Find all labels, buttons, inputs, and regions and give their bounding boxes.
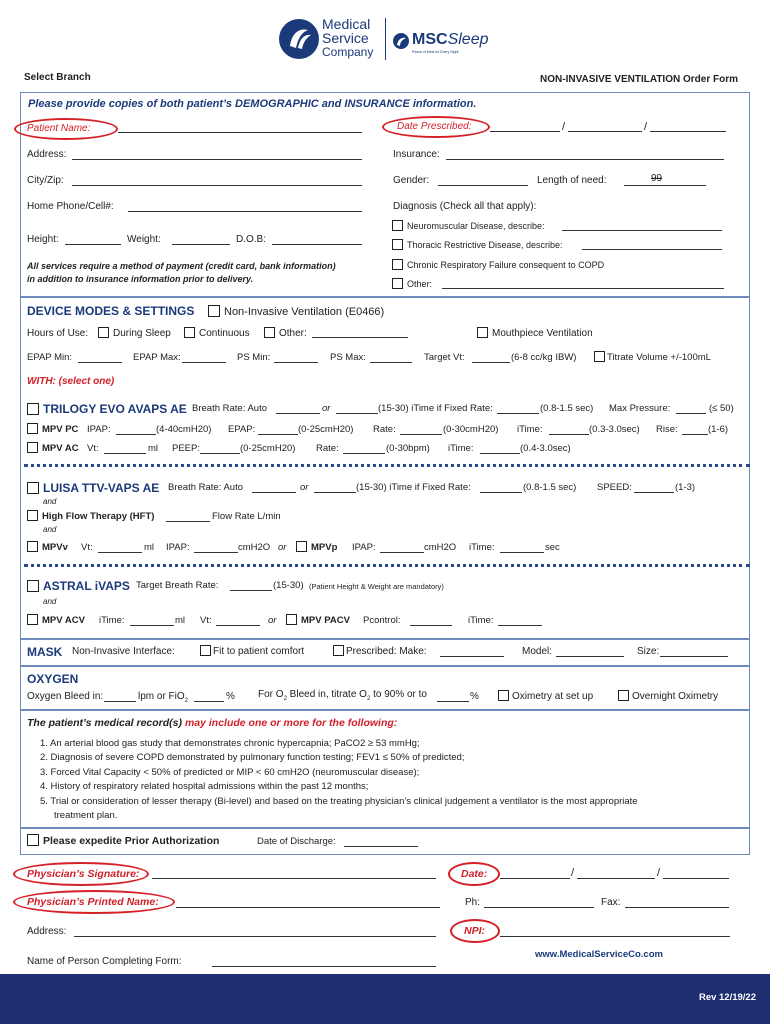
mpv-ac-option: [27, 442, 79, 454]
mpv-pc-ipap-field[interactable]: [116, 425, 156, 435]
sig-date-year[interactable]: [663, 869, 729, 879]
mpv-pc-itime-range: (0.3-3.0sec): [589, 424, 640, 435]
record-item-3: 3. Forced Vital Capacity < 50% of predicted or MIP < 60 cmH2O (neuromuscular disease);: [40, 766, 420, 778]
dx-neuromuscular-field[interactable]: [562, 221, 722, 231]
mpv-acv-option: [27, 614, 85, 626]
epap-max-field[interactable]: [182, 353, 226, 363]
gender-label: Gender:: [393, 175, 430, 186]
mpv-pc-checkbox[interactable]: [27, 423, 38, 434]
mpvv-checkbox[interactable]: [27, 541, 38, 552]
mouthpiece-checkbox[interactable]: [477, 327, 488, 338]
device-title: DEVICE MODES & SETTINGS: [27, 304, 195, 318]
completing-label: Name of Person Completing Form:: [27, 956, 182, 967]
fit-option: [200, 645, 304, 657]
luisa-speed-range: (1-3): [675, 482, 696, 493]
trilogy-or: or: [322, 403, 331, 414]
mpv-pc-rate-field[interactable]: [400, 425, 442, 435]
dob-field[interactable]: [272, 235, 362, 245]
mpvv-vt-field[interactable]: [98, 543, 142, 553]
mpvv-or: or: [278, 542, 287, 553]
record-item-4: 4. History of respiratory related hospital admissions within the past 12 months;: [40, 781, 369, 793]
length-of-need-field[interactable]: [624, 176, 706, 186]
mouthpiece-option: [477, 327, 593, 339]
mask-size-label: Size:: [637, 646, 660, 657]
mpv-acv-vt: Vt:: [200, 615, 212, 626]
oxygen-titrate-a: For O: [258, 689, 284, 700]
hours-other-checkbox[interactable]: [264, 327, 275, 338]
date-prescribed-day[interactable]: [568, 122, 642, 132]
msc-brand: MSC: [412, 31, 448, 48]
titrate-option: [594, 351, 711, 363]
logo-line-1: Medical: [322, 16, 371, 32]
oximetry-setup-option: [498, 690, 593, 702]
gender-field[interactable]: [438, 176, 528, 186]
dx-other-checkbox[interactable]: [392, 278, 403, 289]
dx-other-field[interactable]: [442, 279, 724, 289]
dx-neuromuscular: [392, 220, 545, 231]
prescribed-checkbox[interactable]: [333, 645, 344, 656]
mpv-ac-label: MPV AC: [42, 443, 79, 454]
mpv-ac-checkbox[interactable]: [27, 442, 38, 453]
ps-max-label: PS Max:: [330, 352, 366, 363]
mask-model-field[interactable]: [556, 647, 624, 657]
mpvp-ipap: IPAP:: [352, 542, 376, 553]
astral-option: [27, 579, 130, 593]
signature-label: Physician’s Signature:: [27, 868, 140, 880]
overnight-oximetry-option: [618, 690, 718, 702]
mpvp-sec: sec: [545, 542, 560, 553]
dx-other: [392, 278, 432, 289]
mpv-pacv-option: [286, 614, 350, 626]
dx-thoracic-checkbox[interactable]: [392, 239, 403, 250]
oximetry-setup-label: Oximetry at set up: [512, 691, 594, 702]
continuous-checkbox[interactable]: [184, 327, 195, 338]
sig-date-label: Date:: [461, 868, 488, 880]
mask-interface-label: Non-Invasive Interface:: [72, 646, 175, 657]
cityzip-label: City/Zip:: [27, 175, 64, 186]
oxygen-lpm-label: [138, 691, 188, 704]
address-label: Address:: [27, 149, 67, 160]
oxygen-fio2-field[interactable]: [194, 692, 224, 702]
mpv-pc-option: [27, 423, 78, 435]
expedite-option: [27, 834, 219, 847]
continuous-label: Continuous: [199, 328, 250, 339]
ph-label: Ph:: [465, 897, 481, 908]
expedite-label: Please expedite Prior Authorization: [43, 835, 220, 847]
hft-checkbox[interactable]: [27, 510, 38, 521]
ps-min-label: PS Min:: [237, 352, 271, 363]
payment-note-line-1: All services require a method of payment (credit card, bank information): [27, 261, 336, 271]
trilogy-fixed-rate-field[interactable]: [336, 404, 378, 414]
mpvv-ipap: IPAP:: [166, 542, 190, 553]
trilogy-breath-rate: Breath Rate: Auto: [192, 403, 267, 414]
ph-field[interactable]: [484, 898, 594, 908]
mpv-pc-rise-range: (1-6): [708, 424, 729, 435]
epap-max-label: EPAP Max:: [133, 352, 181, 363]
dx-thoracic-label: Thoracic Restrictive Disease, describe:: [407, 240, 563, 250]
ps-max-field[interactable]: [370, 353, 412, 363]
oxygen-titrate-field[interactable]: [437, 692, 469, 702]
record-item-1: 1. An arterial blood gas study that demonstrates chronic hypercapnia; PaCO2 ≥ 53 mmHg;: [40, 738, 420, 749]
medical-service-logo-icon: [278, 18, 320, 60]
trilogy-max-pressure: Max Pressure:: [609, 403, 671, 414]
luisa-option: [27, 481, 159, 495]
target-vt-field[interactable]: [472, 353, 510, 363]
payment-note-line-2: in addition to insurance information prior to delivery.: [27, 274, 254, 284]
physician-address-label: Address:: [27, 926, 67, 937]
mask-model-label: Model:: [522, 646, 553, 657]
target-vt-label: Target Vt:: [424, 352, 465, 363]
insurance-field[interactable]: [446, 150, 724, 160]
dx-other-label: Other:: [407, 279, 433, 289]
during-sleep-checkbox[interactable]: [98, 327, 109, 338]
weight-label: Weight:: [127, 234, 161, 245]
titrate-checkbox[interactable]: [594, 351, 605, 362]
astral-checkbox[interactable]: [27, 580, 39, 592]
patient-name-field[interactable]: [118, 123, 362, 133]
record-item-5: 5. Trial or consideration of lesser therapy (Bi-level) and based on the treating physician’s clinical judgement a ventilator is the most appropriate: [40, 795, 638, 807]
fit-label: Fit to patient comfort: [213, 646, 305, 657]
niv-option: [208, 305, 384, 318]
date-slash-2: /: [644, 121, 648, 133]
oxygen-bleed-field[interactable]: [104, 692, 136, 702]
luisa-breath-rate: Breath Rate: Auto: [168, 482, 243, 493]
dx-copd-checkbox[interactable]: [392, 259, 403, 270]
logo-line-2: Service: [322, 30, 369, 46]
mpvv-label: MPVv: [42, 542, 68, 553]
mpv-pc-itime-field[interactable]: [549, 425, 589, 435]
mpv-pacv-pcontrol-field[interactable]: [410, 616, 452, 626]
oximetry-setup-checkbox[interactable]: [498, 690, 509, 701]
height-field[interactable]: [65, 235, 121, 245]
record-list: [40, 737, 638, 823]
hours-other-option: [264, 327, 307, 339]
mpv-ac-itime-range: (0.4-3.0sec): [520, 443, 571, 454]
luisa-or: or: [300, 482, 309, 493]
mpvp-itime-field[interactable]: [500, 543, 544, 553]
trilogy-breath-rate-field[interactable]: [276, 404, 320, 414]
titrate-label: Titrate Volume +/-100mL: [607, 352, 711, 363]
hours-other-label: Other:: [279, 328, 307, 339]
mpv-ac-peep: PEEP:: [172, 443, 200, 454]
mpv-pacv-pcontrol: Pcontrol:: [363, 615, 401, 626]
oxygen-titrate-c: to 90% or to: [370, 689, 427, 700]
luisa-and-1: and: [43, 497, 57, 506]
mpv-pc-epap: EPAP:: [228, 424, 256, 435]
phone-field[interactable]: [128, 202, 362, 212]
mpv-acv-ml: ml: [175, 615, 186, 626]
mpv-acv-checkbox[interactable]: [27, 614, 38, 625]
height-label: Height:: [27, 234, 59, 245]
mpv-pc-rate-range: (0-30cmH20): [443, 424, 499, 435]
phone-label: Home Phone/Cell#:: [27, 201, 114, 212]
hours-of-use-label: Hours of Use:: [27, 328, 89, 339]
record-title: [27, 717, 397, 729]
sig-date-day[interactable]: [577, 869, 655, 879]
prescribed-label: Prescribed: Make:: [346, 646, 427, 657]
mpv-acv-or: or: [268, 615, 277, 626]
luisa-speed: SPEED:: [597, 482, 632, 493]
fax-label: Fax:: [601, 897, 621, 908]
printed-name-label: Physician’s Printed Name:: [27, 896, 159, 908]
discharge-field[interactable]: [344, 837, 418, 847]
length-of-need-value: 99: [651, 173, 663, 184]
logo: [278, 16, 508, 64]
mask-size-field[interactable]: [660, 647, 728, 657]
mpv-ac-rate-field[interactable]: [343, 444, 385, 454]
trilogy-max-pressure-field[interactable]: [676, 404, 706, 414]
astral-target: Target Breath Rate:: [136, 580, 219, 591]
sleep-word: Sleep: [447, 31, 489, 48]
trilogy-name: TRILOGY EVO AVAPS AE: [43, 402, 187, 416]
ps-min-field[interactable]: [274, 353, 318, 363]
luisa-breath-rate-field[interactable]: [252, 483, 296, 493]
mpv-ac-vt: Vt:: [87, 443, 99, 454]
trilogy-max-pressure-range: (≤ 50): [709, 403, 734, 414]
mpvp-ipap-field[interactable]: [380, 543, 424, 553]
mpvp-itime: iTime:: [469, 542, 495, 553]
niv-checkbox[interactable]: [208, 305, 220, 317]
date-prescribed-label: Date Prescribed:: [397, 121, 472, 132]
mpvv-option: [27, 541, 68, 553]
mask-make-field[interactable]: [440, 647, 504, 657]
mpvv-cmh2o: cmH2O: [238, 542, 271, 553]
epap-min-label: EPAP Min:: [27, 352, 73, 363]
address-field[interactable]: [72, 150, 362, 160]
date-prescribed-month[interactable]: [490, 122, 560, 132]
mpv-pc-rise: Rise:: [656, 424, 678, 435]
sleep-tagline: Peace of Mind for Every Night: [412, 50, 459, 54]
sig-date-month[interactable]: [500, 869, 570, 879]
mpv-pc-rate: Rate:: [373, 424, 396, 435]
signature-field[interactable]: [152, 869, 436, 879]
luisa-checkbox[interactable]: [27, 482, 39, 494]
dx-neuromuscular-checkbox[interactable]: [392, 220, 403, 231]
luisa-fixed-rate-field[interactable]: [314, 483, 356, 493]
oxygen-sub-2: 2: [366, 696, 371, 702]
dx-thoracic: [392, 239, 563, 250]
luisa-name: LUISA TTV-VAPS AE: [43, 481, 160, 495]
dx-thoracic-field[interactable]: [582, 240, 722, 250]
luisa-itime-range: (0.8-1.5 sec): [523, 482, 577, 493]
hft-flow-rate: Flow Rate L/min: [212, 511, 281, 522]
luisa-and-2: and: [43, 525, 57, 534]
mpv-pc-ipap: IPAP:: [87, 424, 111, 435]
mpv-pc-epap-field[interactable]: [258, 425, 298, 435]
printed-name-field[interactable]: [176, 898, 440, 908]
patient-name-label: Patient Name:: [27, 123, 91, 134]
mask-title: MASK: [27, 645, 63, 659]
astral-target-field[interactable]: [230, 581, 272, 591]
oxygen-title: OXYGEN: [27, 672, 79, 686]
payment-note: [27, 260, 336, 286]
diagnosis-label: Diagnosis (Check all that apply):: [393, 201, 537, 212]
hft-label: High Flow Therapy (HFT): [42, 511, 155, 522]
mpv-pc-ipap-range: (4-40cmH20): [156, 424, 212, 435]
oxygen-titrate-text: [258, 689, 427, 702]
dob-label: D.O.B:: [236, 234, 267, 245]
hours-other-field[interactable]: [312, 328, 408, 338]
during-sleep-option: [98, 327, 171, 339]
with-select-one: WITH: (select one): [27, 376, 115, 387]
footer-bar: [0, 974, 770, 1024]
record-title-a: The patient’s medical record(s): [27, 717, 185, 729]
record-item-5-cont: treatment plan.: [54, 810, 118, 822]
oxygen-pct: %: [226, 691, 235, 702]
astral-name: ASTRAL iVAPS: [43, 579, 130, 593]
revision: Rev 12/19/22: [698, 992, 756, 1003]
astral-target-range: (15-30): [273, 580, 304, 591]
physician-address-field[interactable]: [74, 927, 436, 937]
mouthpiece-label: Mouthpiece Ventilation: [492, 328, 593, 339]
luisa-itime-field[interactable]: [480, 483, 522, 493]
mpv-pacv-label: MPV PACV: [301, 615, 350, 626]
sig-date-slash-2: /: [657, 867, 661, 879]
select-branch[interactable]: Select Branch: [24, 72, 91, 83]
luisa-itime-fixed: (15-30) iTime if Fixed Rate:: [356, 482, 471, 493]
oxygen-titrate-b: Bleed in, titrate O: [286, 689, 367, 700]
trilogy-itime-range: (0.8-1.5 sec): [540, 403, 594, 414]
website-link[interactable]: www.MedicalServiceCo.com: [535, 949, 663, 960]
mpv-pc-itime: iTime:: [517, 424, 543, 435]
divider-2: [24, 564, 750, 567]
weight-field[interactable]: [172, 235, 230, 245]
npi-field[interactable]: [500, 927, 730, 937]
msc-sleep-icon: [392, 32, 410, 50]
discharge-label: Date of Discharge:: [257, 836, 336, 847]
cityzip-field[interactable]: [72, 176, 362, 186]
prescribed-option: [333, 645, 427, 657]
mpv-acv-itime: iTime:: [99, 615, 125, 626]
mpv-ac-peep-range: (0-25cmH20): [240, 443, 296, 454]
mpv-pc-rise-field[interactable]: [682, 425, 708, 435]
mpv-ac-vt-field[interactable]: [104, 444, 146, 454]
astral-and: and: [43, 597, 57, 606]
oxygen-bleed-label: Oxygen Bleed in:: [27, 691, 104, 702]
trilogy-itime-fixed: (15-30) iTime if Fixed Rate:: [378, 403, 493, 414]
mpvp-checkbox[interactable]: [296, 541, 307, 552]
mpv-pc-epap-range: (0-25cmH20): [298, 424, 354, 435]
mpv-ac-peep-field[interactable]: [200, 444, 240, 454]
mpv-pacv-itime: iTime:: [468, 615, 494, 626]
form-title: NON-INVASIVE VENTILATION Order Form: [540, 74, 738, 85]
date-prescribed-year[interactable]: [650, 122, 726, 132]
astral-mandatory: (Patient Height & Weight are mandatory): [309, 582, 444, 591]
mpvv-ml: ml: [144, 542, 155, 553]
mpv-acv-vt-field[interactable]: [216, 616, 260, 626]
mpv-ac-itime: iTime:: [448, 443, 474, 454]
dx-neuromuscular-label: Neuromuscular Disease, describe:: [407, 221, 545, 231]
fit-checkbox[interactable]: [200, 645, 211, 656]
npi-label: NPI:: [464, 925, 485, 937]
luisa-speed-field[interactable]: [634, 483, 674, 493]
niv-label: Non-Invasive Ventilation (E0466): [224, 306, 385, 318]
trilogy-itime-field[interactable]: [497, 404, 539, 414]
mpv-acv-label: MPV ACV: [42, 615, 85, 626]
mpv-acv-itime-field[interactable]: [130, 616, 174, 626]
oxygen-section: [20, 666, 750, 710]
dx-copd-label: Chronic Respiratory Failure consequent to COPD: [407, 260, 605, 270]
overnight-oximetry-label: Overnight Oximetry: [632, 691, 719, 702]
mpvp-cmh2o: cmH2O: [424, 542, 457, 553]
during-sleep-label: During Sleep: [113, 328, 171, 339]
intro-text: Please provide copies of both patient’s DEMOGRAPHIC and INSURANCE information.: [28, 98, 477, 110]
sig-date-slash-1: /: [571, 867, 575, 879]
mpvv-ipap-field[interactable]: [194, 543, 238, 553]
mpv-pacv-checkbox[interactable]: [286, 614, 297, 625]
mpv-ac-rate: Rate:: [316, 443, 339, 454]
oxygen-fio2-sub: 2: [184, 698, 189, 704]
hft-option: [27, 510, 154, 522]
date-slash-1: /: [562, 121, 566, 133]
target-vt-range: (6-8 cc/kg IBW): [511, 352, 577, 363]
dx-copd: [392, 259, 604, 270]
mpv-pc-label: MPV PC: [42, 424, 79, 435]
trilogy-checkbox[interactable]: [27, 403, 39, 415]
mpvv-vt: Vt:: [81, 542, 93, 553]
hft-flow-field[interactable]: [166, 512, 210, 522]
oxygen-lpm-text: lpm or FiO: [138, 691, 185, 702]
mpv-pacv-itime-field[interactable]: [498, 616, 542, 626]
expedite-checkbox[interactable]: [27, 834, 39, 846]
divider-1: [24, 464, 750, 467]
mpvp-option: [296, 541, 337, 553]
epap-min-field[interactable]: [78, 353, 122, 363]
trilogy-option: [27, 402, 187, 416]
logo-line-3: Company: [322, 45, 374, 59]
record-title-b: may include one or more for the following:: [184, 717, 398, 729]
oxygen-pct-2: %: [470, 691, 479, 702]
completing-field[interactable]: [212, 957, 436, 967]
overnight-oximetry-checkbox[interactable]: [618, 690, 629, 701]
mpvp-label: MPVp: [311, 542, 338, 553]
oxygen-sub-1: 2: [283, 696, 287, 702]
continuous-option: [184, 327, 250, 339]
fax-field[interactable]: [625, 898, 729, 908]
mpv-ac-itime-field[interactable]: [480, 444, 520, 454]
insurance-label: Insurance:: [393, 149, 440, 160]
record-item-2: 2. Diagnosis of severe COPD demonstrated by pulmonary function testing; FEV1 ≤ 50% of predicted;: [40, 752, 465, 764]
mpv-ac-ml: ml: [148, 443, 159, 454]
mpv-ac-rate-range: (0-30bpm): [386, 443, 430, 454]
length-of-need-label: Length of need:: [537, 175, 607, 186]
